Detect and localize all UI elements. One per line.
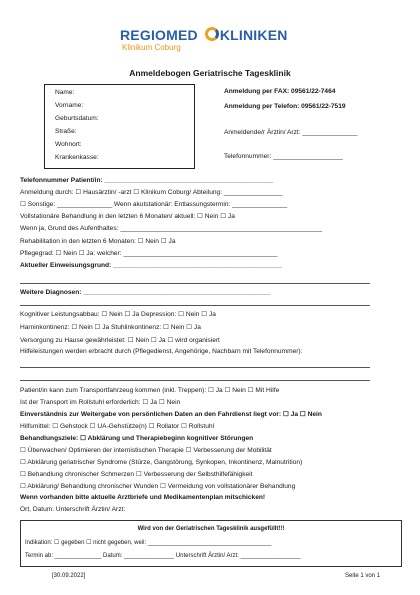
- form-line[interactable]: Anmeldung durch: ☐ Hausärztin/ -arzt ☐ Klinikum Coburg/ Abteilung: ________________: [20, 189, 283, 196]
- form-line[interactable]: Hilfeleistungen werden erbracht durch (Pflegedienst, Angehörige, Nachbarn mit Telefonnummer):: [20, 348, 303, 355]
- patient-field[interactable]: Krankenkasse:: [55, 154, 99, 161]
- patient-box: [44, 84, 195, 169]
- logo-left: REGIOMED: [120, 27, 198, 43]
- form-line[interactable]: Behandlungsziele: ☐ Abklärung und Therapiebeginn kognitiver Störungen: [20, 435, 254, 442]
- form-line[interactable]: Vollstationäre Behandlung in den letzten 6 Monaten/ aktuell: ☐ Nein ☐ Ja: [20, 213, 235, 220]
- footer-date: [30.09.2022]: [52, 573, 86, 579]
- logo-subtitle: Klinikum Coburg: [122, 43, 181, 52]
- form-line[interactable]: Aktueller Einweisungsgrund: ______________________________________________: [20, 262, 282, 269]
- clinic-use-box: [20, 520, 402, 567]
- doctor-field[interactable]: Anmeldende/r Ärztin/ Arzt: _______________: [224, 129, 358, 136]
- termin-row[interactable]: Termin ab: ______________ Datum: _______________ Unterschrift Ärztin/ Arzt: __________________: [25, 553, 301, 559]
- footer-page: Seite 1 von 1: [345, 573, 381, 579]
- patient-field[interactable]: Vorname:: [55, 102, 84, 109]
- form-line[interactable]: Telefonnummer Patient/in: ______________________________________________: [20, 177, 274, 184]
- form-line[interactable]: Kognitiver Leistungsabbau: ☐ Nein ☐ Ja Depression: ☐ Nein ☐ Ja: [20, 311, 216, 318]
- logo-ring-icon: [205, 27, 219, 41]
- form-line[interactable]: Patient/in kann zum Transportfahrzeug kommen (inkl. Treppen): ☐ Ja ☐ Nein ☐ Mit Hilfe: [20, 387, 280, 394]
- form-line[interactable]: Ort, Datum: Unterschrift Ärztin/ Arzt:: [20, 506, 126, 513]
- divider: [20, 305, 370, 306]
- form-line[interactable]: Versorgung zu Hause gewährleistet: ☐ Nein ☐ Ja ☐ wird organisiert: [20, 337, 220, 344]
- patient-field[interactable]: Name:: [55, 89, 75, 96]
- form-line[interactable]: Ist der Transport im Rollstuhl erforderlich: ☐ Ja ☐ Nein: [20, 399, 181, 406]
- form-line[interactable]: ☐ Abklärung/ Behandlung chronischer Wunden ☐ Vermeidung von vollstationärer Behandlung: [20, 483, 296, 490]
- form-line[interactable]: ☐ Behandlung chronischer Schmerzen ☐ Verbesserung der Selbsthilfefähigkeit: [20, 471, 253, 478]
- patient-field[interactable]: Straße:: [55, 128, 77, 135]
- divider: [20, 283, 370, 284]
- form-line[interactable]: ☐ Überwachen/ Optimieren der internistischen Therapie ☐ Verbesserung der Mobilität: [20, 447, 272, 454]
- divider: [20, 380, 370, 381]
- indikation-row[interactable]: Indikation: ☐ gegeben ☐ nicht gegeben, weil: _____________________________________: [25, 540, 272, 546]
- form-line[interactable]: Pflegegrad: ☐ Nein ☐ Ja: welcher: __________________________________________: [20, 250, 278, 257]
- fax-label: Anmeldung per FAX: 09561/22-7464: [224, 88, 336, 95]
- form-line[interactable]: ☐ Abklärung geriatrischer Syndrome (Stürze, Gangstörung, Synkopen, Inkontinenz, Malnutrition): [20, 459, 303, 466]
- logo-right: KLINIKEN: [219, 27, 288, 43]
- form-line[interactable]: Hilfsmittel: ☐ Gehstock ☐ UA-Gehstütze(n) ☐ Rollator ☐ Rollstuhl: [20, 423, 215, 430]
- divider: [20, 367, 370, 368]
- form-line[interactable]: Wenn vorhanden bitte aktuelle Arztbriefe und Medikamentenplan mitschicken!: [20, 494, 266, 501]
- form-title: Anmeldebogen Geriatrische Tagesklinik: [129, 68, 291, 78]
- form-line[interactable]: Weitere Diagnosen: ___________________________________________________: [20, 289, 271, 296]
- form-line[interactable]: Rehabilitation in den letzten 6 Monaten: ☐ Nein ☐ Ja: [20, 238, 176, 245]
- form-line[interactable]: Wenn ja, Grund des Aufenthaltes: _______________________________________________________: [20, 225, 323, 232]
- clinic-box-title: Wird von der Geriatrischen Tagesklinik ausgefüllt!!!: [137, 526, 285, 532]
- phone-label: Anmeldung per Telefon: 09561/22-7519: [224, 103, 346, 110]
- logo: [120, 27, 288, 43]
- telefon-field[interactable]: Telefonnummer: ___________________: [224, 153, 343, 160]
- form-line[interactable]: ☐ Sonstige: _______________ Wenn akutstationär: Entlassungstermin: _______________: [20, 201, 288, 208]
- form-line[interactable]: Harninkontinenz: ☐ Nein ☐ Ja Stuhlinkontinenz: ☐ Nein ☐ Ja: [20, 324, 201, 331]
- form-line[interactable]: Einverständnis zur Weitergabe von persönlichen Daten an den Fahrdienst liegt vor: ☐ Ja ☐ Nein: [20, 411, 322, 418]
- patient-field[interactable]: Wohnort:: [55, 141, 82, 148]
- patient-field[interactable]: Geburtsdatum:: [55, 115, 99, 122]
